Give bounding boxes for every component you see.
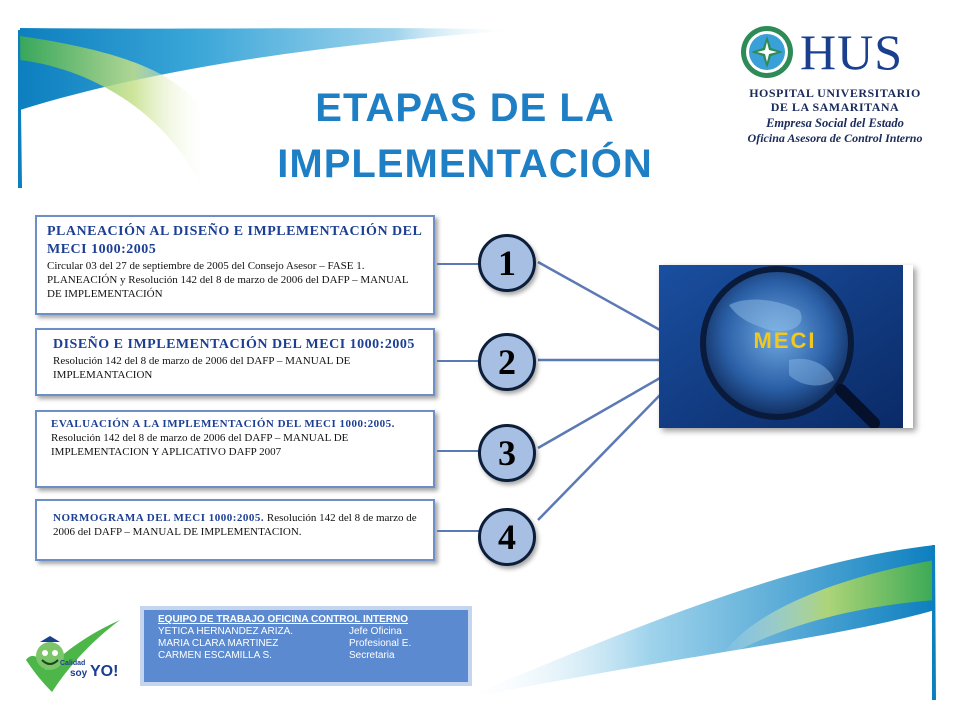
- stage-2-number: 2: [478, 333, 536, 391]
- team-member-role: Profesional E.: [349, 638, 412, 649]
- team-box: [140, 606, 472, 686]
- soy-text: soy: [70, 668, 88, 679]
- title-line-1: ETAPAS DE LA: [315, 86, 615, 130]
- team-member-row: [158, 650, 468, 662]
- calidad-text: Calidad: [60, 660, 86, 667]
- team-title: EQUIPO DE TRABAJO OFICINA CONTROL INTERNO: [158, 614, 409, 625]
- team-member-role: Jefe Oficina: [349, 626, 402, 637]
- stage-2-detail: Resolución 142 del 8 de marzo de 2006 del DAFP – MANUAL DE IMPLEMANTACION: [53, 355, 351, 381]
- stage-3-detail: Resolución 142 del 8 de marzo de 2006 del DAFP – MANUAL DE IMPLEMENTACION Y APLICATIVO DAFP 2007: [51, 432, 349, 458]
- stage-2-title: DISEÑO E IMPLEMENTACIÓN DEL MECI 1000:2005: [53, 337, 415, 352]
- stage-4-detail: Resolución 142 del 8 de marzo de 2006 del DAFP – MANUAL DE IMPLEMENTACION.: [53, 512, 417, 538]
- logo-hospital-name-1: HOSPITAL UNIVERSITARIO: [749, 86, 921, 100]
- calidad-soy-yo-logo: [18, 612, 128, 702]
- team-member-name: MARIA CLARA MARTINEZ: [158, 638, 279, 649]
- yo-text: YO!: [90, 663, 119, 680]
- team-member-name: CARMEN ESCAMILLA S.: [158, 650, 272, 661]
- team-member-name: YETICA HERNANDEZ ARIZA.: [158, 626, 294, 637]
- logo-acronym: HUS: [800, 24, 904, 80]
- stage-1-number: 1: [478, 234, 536, 292]
- stage-4-title: NORMOGRAMA DEL MECI 1000:2005.: [53, 512, 265, 524]
- stage-4-number: 4: [478, 508, 536, 566]
- title-line-2: IMPLEMENTACIÓN: [277, 142, 653, 186]
- logo-subtitle: Empresa Social del Estado: [766, 116, 904, 130]
- stage-3-title: EVALUACIÓN A LA IMPLEMENTACIÓN DEL MECI 1000:2005.: [51, 418, 395, 430]
- team-member-row: [158, 626, 468, 638]
- logo-office: Oficina Asesora de Control Interno: [747, 131, 923, 145]
- stage-1-title: PLANEACIÓN AL DISEÑO E IMPLEMENTACIÓN DEL MECI 1000:2005: [47, 224, 422, 257]
- quality-mascot-icon: [18, 612, 128, 702]
- team-member-row: [158, 638, 468, 650]
- stage-1-detail: Circular 03 del 27 de septiembre de 2005 del Consejo Asesor – FASE 1. PLANEACIÓN y Resolución 142 del 8 de marzo de 2006 del DAFP – MANUAL DE IMPLEMENTACIÓN: [47, 260, 409, 300]
- team-member-role: Secretaria: [349, 650, 395, 661]
- meci-label: MECI: [753, 328, 817, 353]
- logo-hospital-name-2: DE LA SAMARITANA: [770, 100, 900, 114]
- stage-3-number: 3: [478, 424, 536, 482]
